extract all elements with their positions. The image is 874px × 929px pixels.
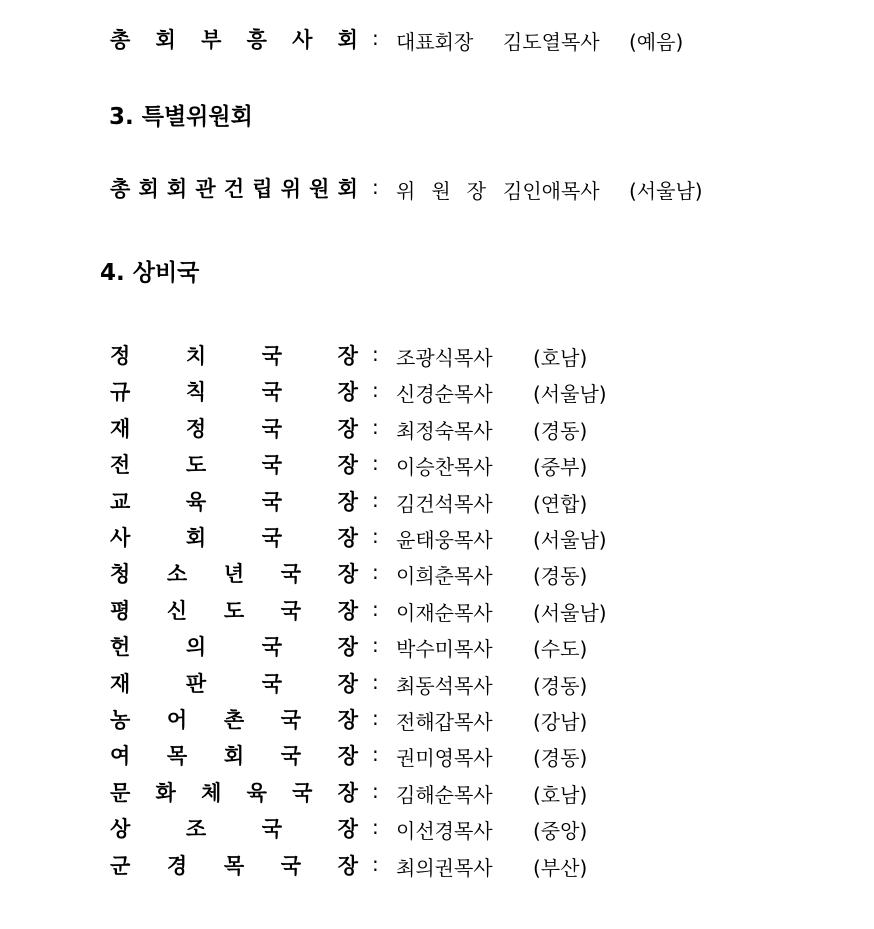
person-name: 최정숙목사 bbox=[396, 418, 493, 443]
role-char: 장 bbox=[466, 179, 486, 203]
title-char: 장 bbox=[337, 526, 358, 550]
title-char: 촌 bbox=[223, 708, 245, 732]
region: (호남) bbox=[533, 782, 588, 807]
title-char: 교 bbox=[110, 489, 131, 514]
department-row bbox=[0, 486, 874, 516]
colon: : bbox=[372, 742, 379, 767]
person-name: 김인애목사 bbox=[503, 179, 600, 203]
region: (부산) bbox=[533, 855, 588, 880]
title-char: 신 bbox=[166, 598, 188, 623]
region: (서울남) bbox=[629, 179, 703, 203]
special-committee-row bbox=[0, 173, 874, 203]
department-title bbox=[110, 668, 358, 698]
title-char: 농 bbox=[110, 708, 131, 732]
region: (예음) bbox=[629, 30, 684, 54]
person-name: 김해순목사 bbox=[396, 782, 493, 807]
title-char: 장 bbox=[337, 671, 358, 696]
title-char: 장 bbox=[337, 635, 358, 660]
person-name: 최동석목사 bbox=[396, 673, 493, 698]
title-char: 총 bbox=[110, 28, 131, 52]
role-char: 원 bbox=[431, 179, 451, 203]
department-title bbox=[110, 413, 358, 443]
section-heading-special-committee: 3. 특별위원회 bbox=[109, 104, 253, 130]
colon: : bbox=[372, 669, 379, 694]
title-char: 부 bbox=[201, 28, 222, 52]
title-char: 회 bbox=[337, 28, 358, 52]
region: (경동) bbox=[533, 564, 588, 589]
position-title bbox=[110, 24, 358, 54]
title-char: 도 bbox=[223, 598, 245, 623]
department-title bbox=[110, 631, 358, 661]
colon: : bbox=[372, 815, 379, 840]
department-row bbox=[0, 376, 874, 406]
title-char: 의 bbox=[185, 635, 207, 660]
title-char: 정 bbox=[110, 344, 131, 368]
title-char: 재 bbox=[110, 671, 131, 696]
department-row bbox=[0, 340, 874, 370]
person-name: 신경순목사 bbox=[396, 382, 493, 407]
region: (경동) bbox=[533, 673, 588, 698]
title-char: 장 bbox=[337, 780, 358, 805]
title-char: 국 bbox=[280, 562, 302, 587]
region: (연합) bbox=[533, 491, 588, 516]
title-char: 국 bbox=[280, 598, 302, 623]
title-char: 재 bbox=[110, 416, 131, 441]
person-name: 전해갑목사 bbox=[396, 710, 493, 734]
title-char: 규 bbox=[110, 380, 131, 405]
title-char: 국 bbox=[261, 453, 283, 478]
title-char: 사 bbox=[292, 28, 313, 52]
title-char: 목 bbox=[223, 853, 245, 878]
department-title bbox=[110, 558, 358, 588]
title-char: 장 bbox=[337, 744, 358, 769]
department-row bbox=[0, 777, 874, 807]
title-char: 국 bbox=[261, 671, 283, 696]
department-row bbox=[0, 668, 874, 698]
title-char: 장 bbox=[337, 853, 358, 878]
person-name: 윤태웅목사 bbox=[396, 528, 493, 552]
department-row bbox=[0, 558, 874, 588]
department-title bbox=[110, 595, 358, 625]
title-char: 국 bbox=[280, 744, 302, 769]
title-char: 장 bbox=[337, 453, 358, 478]
region: (서울남) bbox=[533, 382, 607, 407]
department-row bbox=[0, 740, 874, 770]
region: (서울남) bbox=[533, 528, 607, 552]
title-char: 국 bbox=[261, 380, 283, 405]
title-char: 회 bbox=[138, 177, 159, 201]
colon: : bbox=[372, 175, 379, 199]
title-char: 소 bbox=[166, 562, 188, 587]
department-title bbox=[110, 704, 358, 734]
title-char: 화 bbox=[155, 780, 176, 805]
title-char: 회 bbox=[166, 177, 188, 201]
region: (수도) bbox=[533, 637, 588, 662]
colon: : bbox=[372, 778, 379, 803]
title-char: 장 bbox=[337, 817, 358, 842]
title-char: 회 bbox=[185, 526, 207, 550]
department-row bbox=[0, 850, 874, 880]
department-row bbox=[0, 522, 874, 552]
department-title bbox=[110, 449, 358, 479]
department-row bbox=[0, 449, 874, 479]
person-name: 박수미목사 bbox=[396, 637, 493, 662]
title-char: 년 bbox=[223, 562, 245, 587]
section-heading-standing-departments: 4. 상비국 bbox=[100, 260, 200, 286]
title-char: 흥 bbox=[246, 28, 267, 52]
colon: : bbox=[372, 560, 379, 585]
title-char: 군 bbox=[110, 853, 131, 878]
person-name: 조광식목사 bbox=[396, 346, 493, 370]
title-char: 국 bbox=[261, 489, 283, 514]
title-char: 국 bbox=[261, 416, 283, 441]
title-char: 청 bbox=[110, 562, 131, 587]
region: (서울남) bbox=[533, 600, 607, 625]
department-row bbox=[0, 704, 874, 734]
title-char: 장 bbox=[337, 598, 358, 623]
department-title bbox=[110, 740, 358, 770]
title-char: 장 bbox=[337, 380, 358, 405]
title-char: 국 bbox=[261, 635, 283, 660]
colon: : bbox=[372, 524, 379, 548]
department-title bbox=[110, 850, 358, 880]
region: (중부) bbox=[533, 455, 588, 480]
title-char: 사 bbox=[110, 526, 131, 550]
department-title bbox=[110, 813, 358, 843]
title-char: 헌 bbox=[110, 635, 131, 660]
colon: : bbox=[372, 26, 379, 50]
department-title bbox=[110, 486, 358, 516]
title-char: 상 bbox=[110, 817, 131, 842]
position-title bbox=[110, 173, 358, 203]
department-row bbox=[0, 413, 874, 443]
region: (중앙) bbox=[533, 819, 588, 844]
region: (강남) bbox=[533, 710, 588, 734]
title-char: 조 bbox=[185, 817, 207, 842]
title-char: 건 bbox=[223, 177, 245, 201]
title-char: 장 bbox=[337, 489, 358, 514]
title-char: 육 bbox=[246, 780, 267, 805]
role-char: 위 bbox=[396, 179, 416, 203]
department-title bbox=[110, 340, 358, 370]
colon: : bbox=[372, 451, 379, 476]
colon: : bbox=[372, 596, 379, 621]
title-char: 총 bbox=[110, 177, 131, 201]
person-name: 이희춘목사 bbox=[396, 564, 493, 589]
title-char: 회 bbox=[223, 744, 245, 769]
title-char: 장 bbox=[337, 344, 358, 368]
role-label: 대표회장 bbox=[396, 30, 474, 54]
person-name: 이재순목사 bbox=[396, 600, 493, 625]
title-char: 장 bbox=[337, 416, 358, 441]
region: (경동) bbox=[533, 418, 588, 443]
title-char: 회 bbox=[155, 28, 176, 52]
title-char: 립 bbox=[252, 177, 273, 201]
department-title bbox=[110, 777, 358, 807]
title-char: 육 bbox=[185, 489, 207, 514]
title-char: 회 bbox=[337, 177, 358, 201]
region: (호남) bbox=[533, 346, 588, 370]
title-char: 국 bbox=[261, 344, 283, 368]
person-name: 이승찬목사 bbox=[396, 455, 493, 480]
title-char: 어 bbox=[166, 708, 188, 732]
top-row bbox=[0, 24, 874, 54]
colon: : bbox=[372, 487, 379, 512]
colon: : bbox=[372, 378, 379, 403]
department-row bbox=[0, 631, 874, 661]
person-name: 이선경목사 bbox=[396, 819, 493, 844]
title-char: 위 bbox=[280, 177, 302, 201]
title-char: 장 bbox=[337, 562, 358, 587]
department-row bbox=[0, 595, 874, 625]
person-name: 최의권목사 bbox=[396, 855, 493, 880]
title-char: 국 bbox=[261, 817, 283, 842]
title-char: 평 bbox=[110, 598, 131, 623]
colon: : bbox=[372, 851, 379, 876]
role-label bbox=[396, 175, 486, 204]
title-char: 체 bbox=[201, 780, 222, 805]
title-char: 치 bbox=[185, 344, 207, 368]
title-char: 전 bbox=[110, 453, 131, 478]
title-char: 목 bbox=[166, 744, 188, 769]
region: (경동) bbox=[533, 746, 588, 771]
title-char: 도 bbox=[185, 453, 207, 478]
title-char: 경 bbox=[166, 853, 188, 878]
colon: : bbox=[372, 633, 379, 658]
title-char: 원 bbox=[309, 177, 330, 201]
person-name: 김건석목사 bbox=[396, 491, 493, 516]
title-char: 국 bbox=[292, 780, 313, 805]
title-char: 판 bbox=[185, 671, 207, 696]
person-name: 권미영목사 bbox=[396, 746, 493, 771]
department-title bbox=[110, 376, 358, 406]
person-name: 김도열목사 bbox=[503, 30, 600, 54]
department-row bbox=[0, 813, 874, 843]
title-char: 관 bbox=[195, 177, 216, 201]
title-char: 국 bbox=[261, 526, 283, 550]
department-title bbox=[110, 522, 358, 552]
colon: : bbox=[372, 342, 379, 366]
title-char: 국 bbox=[280, 853, 302, 878]
title-char: 문 bbox=[110, 780, 131, 805]
title-char: 칙 bbox=[185, 380, 207, 405]
colon: : bbox=[372, 414, 379, 439]
colon: : bbox=[372, 706, 379, 730]
title-char: 장 bbox=[337, 708, 358, 732]
title-char: 정 bbox=[185, 416, 207, 441]
title-char: 국 bbox=[280, 708, 302, 732]
title-char: 여 bbox=[110, 744, 131, 769]
